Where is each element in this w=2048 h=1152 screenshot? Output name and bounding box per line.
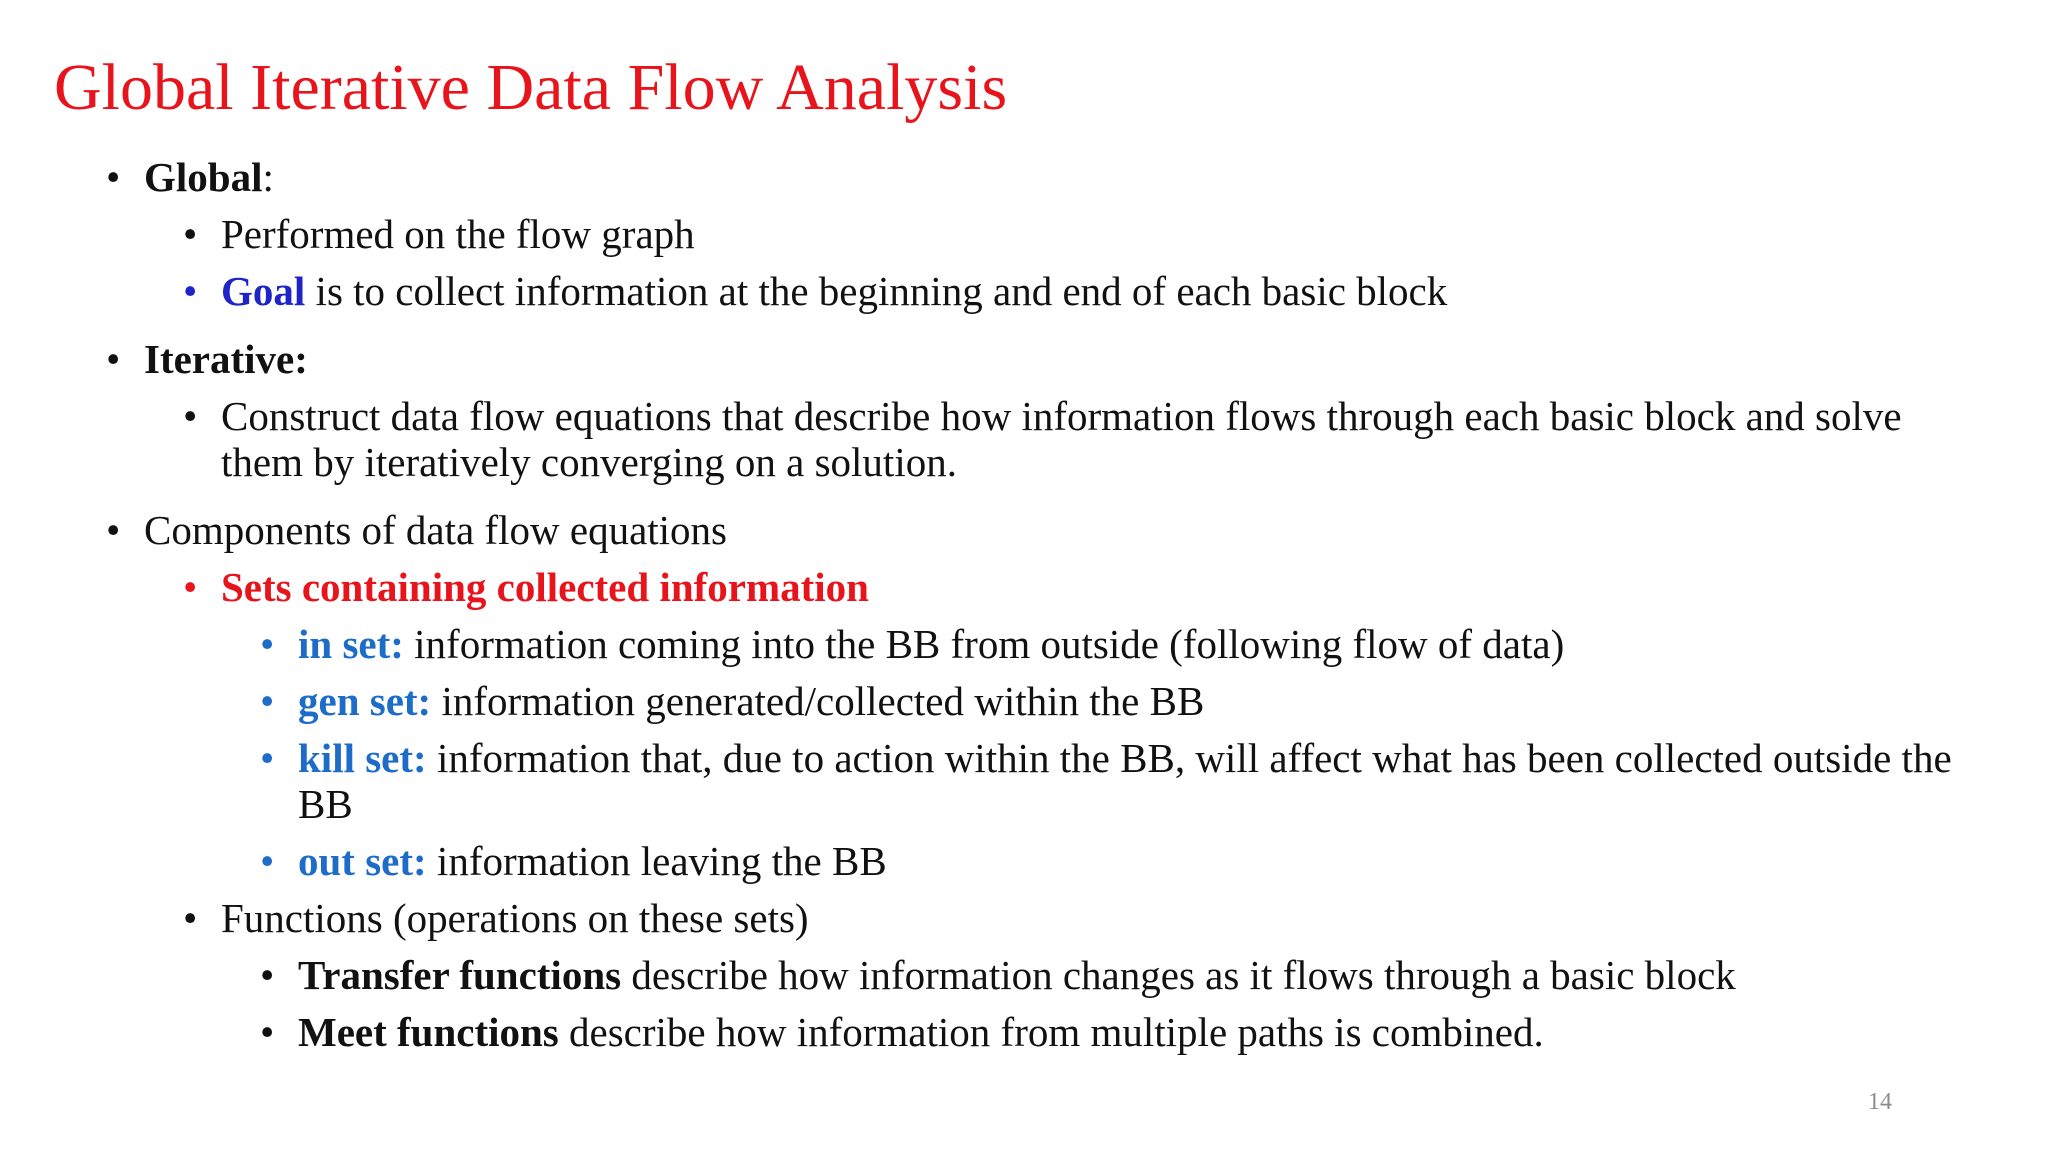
bullet-in-set (260, 621, 1565, 667)
bullet-goal (183, 268, 1448, 314)
bullet-out-set (260, 838, 887, 884)
bullet-gen-set (260, 678, 1205, 724)
bullet-transfer (260, 952, 1736, 998)
bullet-marker: • (183, 393, 198, 439)
bullet-marker: • (106, 336, 121, 382)
bullet-marker: • (260, 735, 275, 781)
in-set-text: information coming into the BB from outside (following flow of data) (403, 621, 1565, 667)
global-colon: : (262, 154, 274, 200)
construct-text: Construct data flow equations that describe how information flows through each basic block and solve them by iteratively converging on a solution. (221, 393, 1902, 485)
bullet-components (106, 507, 728, 553)
in-set-term: in set: (298, 621, 404, 667)
transfer-text: describe how information changes as it flows through a basic block (621, 952, 1736, 998)
gen-set-term: gen set: (298, 678, 432, 724)
bullet-functions-heading (183, 895, 809, 941)
bullet-marker: • (260, 621, 275, 667)
bullet-performed (183, 211, 695, 257)
bullet-marker: • (260, 1009, 275, 1055)
bullet-marker: • (106, 507, 121, 553)
bullet-marker: • (260, 678, 275, 724)
iterative-term: Iterative: (144, 336, 308, 382)
goal-term: Goal (221, 268, 306, 314)
bullet-meet (260, 1009, 1544, 1055)
out-set-term: out set: (298, 838, 427, 884)
bullet-marker: • (106, 154, 121, 200)
transfer-term: Transfer functions (298, 952, 622, 998)
gen-set-text: information generated/collected within the BB (431, 678, 1205, 724)
bullet-construct (183, 393, 1981, 485)
bullet-marker: • (260, 952, 275, 998)
out-set-text: information leaving the BB (426, 838, 887, 884)
sets-heading: Sets containing collected information (221, 564, 869, 610)
bullet-kill-set (260, 735, 1988, 827)
bullet-sets-heading (183, 564, 869, 610)
goal-text: is to collect information at the beginning and end of each basic block (305, 268, 1448, 314)
meet-text: describe how information from multiple paths is combined. (558, 1009, 1544, 1055)
functions-heading: Functions (operations on these sets) (221, 895, 809, 941)
bullet-iterative (106, 336, 308, 382)
page-number: 14 (1868, 1089, 1892, 1115)
bullet-marker: • (183, 211, 198, 257)
bullet-marker: • (260, 838, 275, 884)
bullet-marker: • (183, 564, 198, 610)
meet-term: Meet functions (298, 1009, 559, 1055)
performed-text: Performed on the flow graph (221, 211, 695, 257)
slide-title: Global Iterative Data Flow Analysis (54, 51, 1008, 124)
global-term: Global (144, 154, 263, 200)
kill-set-term: kill set: (298, 735, 427, 781)
kill-set-text: information that, due to action within the BB, will affect what has been collected outside the BB (298, 735, 1952, 827)
bullet-marker: • (183, 895, 198, 941)
components-label: Components of data flow equations (144, 507, 728, 553)
bullet-global (106, 154, 274, 200)
bullet-marker: • (183, 268, 198, 314)
